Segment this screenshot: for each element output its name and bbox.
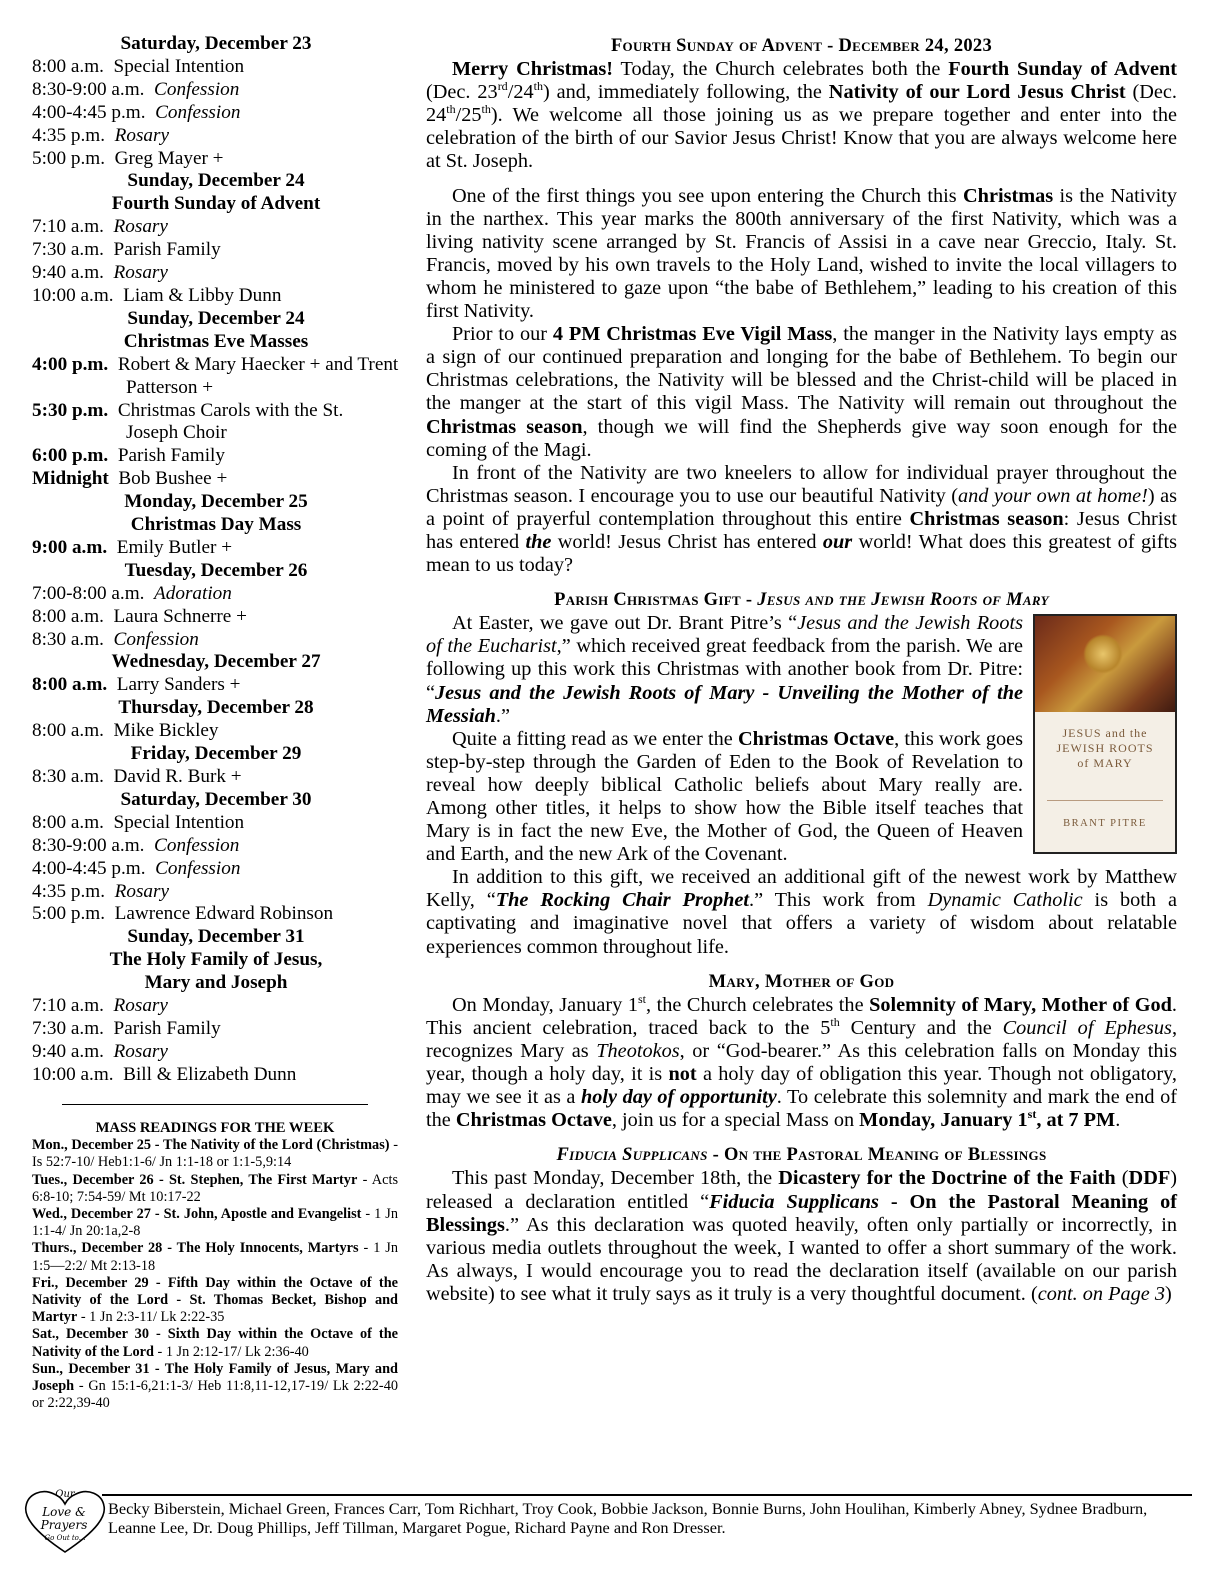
schedule-time: 8:30-9:00 a.m.: [32, 834, 145, 856]
schedule-time: 5:30 p.m.: [32, 399, 109, 421]
schedule-entry: [32, 674, 400, 697]
schedule-entry: [32, 1041, 400, 1064]
advent-heading: Fourth Sunday of Advent - December 24, 2023: [610, 36, 993, 56]
fiducia-heading: [426, 1144, 1177, 1167]
schedule-time: 8:00 a.m.: [32, 811, 104, 833]
gift-heading-italic: Jesus and the Jewish Roots of Mary: [757, 590, 1049, 611]
advent-paragraph: In front of the Nativity are two kneelers to allow for individual prayer throughout the Christmas season. I encourage you to use our beautiful Nativity (and your own at home!) as a point of prayerful contemplation throughout this entire Christmas season: Jesus Christ has entered the world! Jesus Christ has entered our world! What does this greatest of gifts mean to us today?: [426, 461, 1178, 577]
main-column: [426, 35, 1177, 1306]
schedule-intention: Adoration: [154, 582, 232, 604]
schedule-time: 4:00-4:45 p.m.: [32, 101, 146, 123]
schedule-entry: [32, 629, 400, 652]
schedule-time: 8:00 a.m.: [32, 605, 104, 627]
schedule-entry: [32, 606, 400, 629]
gift-paragraph: Quite a fitting read as we enter the Christmas Octave, this work goes step-by-step through the Garden of Eden to the Book of Revelation to reveal how deeply biblical Catholic beliefs about Mary really are. Among other titles, it helps to show how the Bible itself teaches that Mary is in fact the new Eve, the Mother of God, the Queen of Heaven and Earth, and the new Ark of the Covenant.: [426, 727, 1023, 866]
schedule-time: 8:00 a.m.: [32, 720, 104, 742]
schedule-time: 10:00 a.m.: [32, 284, 114, 306]
schedule-intention: Greg Mayer +: [114, 147, 224, 169]
schedule-intention: Rosary: [113, 1040, 168, 1062]
schedule-time: 4:00-4:45 p.m.: [32, 857, 146, 879]
schedule-entry: [32, 835, 400, 858]
reading-day: Thurs., December 28 - The Holy Innocents, Martyrs: [32, 1240, 359, 1257]
schedule-time: 9:40 a.m.: [32, 262, 104, 284]
schedule-intention: Parish Family: [113, 239, 221, 261]
schedule-intention: Bob Bushee +: [118, 468, 228, 490]
schedule-intention: Confession: [155, 101, 241, 123]
schedule-entry: [32, 79, 400, 102]
schedule-time: 10:00 a.m.: [32, 1063, 114, 1085]
schedule-entry: [32, 812, 400, 835]
mass-schedule: [32, 33, 400, 1087]
schedule-intention: Mike Bickley: [113, 720, 219, 742]
schedule-intention: Rosary: [114, 880, 169, 902]
mary-paragraph: On Monday, January 1st, the Church celebrates the Solemnity of Mary, Mother of God. This ancient celebration, traced back to the 5th Century and the Council of Ephesus, recognizes Mary as Theotokos, or “God-bearer.” As this celebration falls on Monday this year, though a holy day, it is not a holy day of obligation this year. Though not obligatory, may we see it as a holy day of opportunity. To celebrate this solemnity and mark the end of the Christmas Octave, join us for a special Mass on Monday, January 1st, at 7 PM.: [426, 991, 1178, 1132]
schedule-time: 4:35 p.m.: [32, 880, 106, 902]
readings-heading: MASS READINGS FOR THE WEEK: [95, 1120, 335, 1136]
schedule-day-heading: Wednesday, December 27: [111, 651, 321, 673]
schedule-time: 8:00 a.m.: [32, 674, 108, 696]
reading-item: [32, 1361, 398, 1413]
schedule-intention: Christmas Carols with the St. Joseph Choir: [117, 399, 344, 444]
reading-item: [32, 1172, 398, 1206]
schedule-intention: Rosary: [113, 995, 168, 1017]
schedule-entry: [32, 354, 400, 400]
schedule-entry: [32, 881, 400, 904]
reading-day: Tues., December 26 - St. Stephen, The First Martyr: [32, 1171, 358, 1188]
schedule-day-heading: Sunday, December 31: [127, 926, 305, 948]
logo-text: Love &: [42, 1505, 86, 1519]
schedule-entry: [32, 262, 400, 285]
reading-day: Mon., December 25 - The Nativity of the Lord (Christmas): [32, 1137, 390, 1154]
schedule-day-heading: Fourth Sunday of Advent: [111, 193, 321, 215]
schedule-intention: Parish Family: [113, 1017, 221, 1039]
reading-refs: - Gn 15:1-6,21:1-3/ Heb 11:8,11-12,17-19/ Lk 2:22-40 or 2:22,39-40: [32, 1378, 398, 1412]
mary-heading: Mary, Mother of God: [708, 971, 895, 992]
reading-day: Fri., December 29 - Fifth Day within the Octave of the Nativity of the Lord - St. Thomas Becket, Bishop and Martyr: [32, 1274, 398, 1326]
fiducia-heading-plain: - On the Pastoral Meaning of Blessings: [707, 1145, 1047, 1166]
schedule-entry: [32, 125, 400, 148]
schedule-time: 5:00 p.m.: [32, 903, 106, 925]
advent-paragraph: Merry Christmas! Today, the Church celebrates both the Fourth Sunday of Advent (Dec. 23rd/24th) and, immediately following, the Nativity of our Lord Jesus Christ (Dec. 24th/25th). We welcome all those joining us as we prepare together and enter into the celebration of the birth of our Savior Jesus Christ! Know that you are always welcome here at St. Joseph.: [426, 58, 1177, 173]
reading-item: [32, 1275, 398, 1327]
schedule-time: 7:10 a.m.: [32, 995, 104, 1017]
schedule-intention: Rosary: [113, 262, 168, 284]
schedule-entry: [32, 537, 400, 560]
schedule-time: 7:30 a.m.: [32, 239, 104, 261]
logo-text: Prayers: [40, 1518, 88, 1532]
advent-paragraph: Prior to our 4 PM Christmas Eve Vigil Mass, the manger in the Nativity lays empty as a sign of our continued preparation and longing for the babe of Bethlehem. To begin our Christmas celebrations, the Nativity will be blessed and the Christ-child will be placed in the manger at the start of this vigil Mass. The Nativity will remain out throughout the Christmas season, though we will find the Shepherds give way soon enough for the coming of the Magi.: [426, 323, 1177, 461]
reading-refs: - 1 Jn 2:3-11/ Lk 2:22-35: [77, 1309, 225, 1326]
schedule-intention: Lawrence Edward Robinson: [114, 903, 334, 925]
schedule-entry: [32, 56, 400, 79]
schedule-intention: Liam & Libby Dunn: [123, 284, 282, 306]
reading-refs: - Is 52:7-10/ Heb1:1-6/ Jn 1:1-18 or 1:1-5,9:14: [32, 1137, 398, 1171]
schedule-time: 7:30 a.m.: [32, 1017, 104, 1039]
divider: [62, 1104, 368, 1105]
schedule-day-heading: Tuesday, December 26: [124, 559, 308, 581]
schedule-intention: Rosary: [113, 216, 168, 238]
schedule-entry: [32, 720, 400, 743]
schedule-entry: [32, 468, 400, 491]
logo-text: Our: [55, 1489, 75, 1500]
advent-paragraph: One of the first things you see upon entering the Church this Christmas is the Nativity in the narthex. This year marks the 800th anniversary of the first Nativity, which was a living nativity scene arranged by St. Francis of Assisi in a cave near Greccio, Italy. St. Francis, moved by his own travels to the Holy Land, wished to invite the local villagers to whom he ministered to gaze upon “the babe of Bethlehem,” leading to his creation of this first Nativity.: [426, 184, 1177, 323]
schedule-entry: [32, 102, 400, 125]
logo-text: Go Out to...: [44, 1534, 86, 1542]
book-cover-title: JESUS and the JEWISH ROOTS of MARY: [1056, 726, 1154, 771]
schedule-intention: Special Intention: [113, 55, 245, 77]
schedule-entry: [32, 1064, 400, 1087]
schedule-day-heading: Sunday, December 24: [127, 170, 305, 192]
footer-divider: [102, 1494, 1192, 1496]
schedule-time: 4:00 p.m.: [32, 353, 109, 375]
schedule-intention: Parish Family: [117, 445, 225, 467]
mass-readings: [32, 1120, 398, 1412]
readings-list: [32, 1137, 398, 1412]
schedule-entry: [32, 583, 400, 606]
schedule-day-heading: Christmas Day Mass: [130, 514, 302, 536]
schedule-intention: Confession: [155, 857, 241, 879]
reading-refs: - Acts 6:8-10; 7:54-59/ Mt 10:17-22: [32, 1171, 399, 1205]
schedule-intention: Confession: [154, 78, 240, 100]
schedule-intention: Laura Schnerre +: [113, 605, 247, 627]
schedule-day-heading: The Holy Family of Jesus,: [109, 949, 323, 971]
reading-day: Sun., December 31 - The Holy Family of Jesus, Mary and Joseph: [32, 1360, 398, 1395]
gift-heading-plain: Parish Christmas Gift -: [554, 590, 758, 611]
schedule-entry: [32, 239, 400, 262]
reading-day: Wed., December 27 - St. John, Apostle and Evangelist: [32, 1206, 362, 1223]
schedule-entry: [32, 148, 400, 171]
schedule-entry: [32, 995, 400, 1018]
schedule-day-heading: Thursday, December 28: [118, 697, 314, 719]
schedule-day-heading: Saturday, December 30: [120, 788, 312, 810]
schedule-time: 8:30 a.m.: [32, 766, 104, 787]
schedule-entry: [32, 285, 400, 308]
love-prayers-logo: [22, 1486, 108, 1556]
schedule-time: 8:00 a.m.: [32, 55, 104, 77]
schedule-intention: Confession: [113, 628, 199, 650]
schedule-day-heading: Mary and Joseph: [144, 972, 288, 994]
gift-paragraph: In addition to this gift, we received an additional gift of the newest work by Matthew Kelly, “The Rocking Chair Prophet.” This work from Dynamic Catholic is both a captivating and imaginative novel that offers a variety of wisdom about relatable experiences common throughout life.: [426, 866, 1177, 958]
book-cover-author: BRANT PITRE: [1063, 818, 1147, 830]
book-cover-art: [1035, 616, 1175, 712]
fiducia-paragraph: This past Monday, December 18th, the Dicastery for the Doctrine of the Faith (DDF) released a declaration entitled “Fiducia Supplicans - On the Pastoral Meaning of Blessings.” As this declaration was quoted heavily, often only partially or incorrectly, in various media outlets throughout the week, I wanted to offer a short summary of the work. As always, I would encourage you to read the declaration itself (available on our parish website) to see what it truly says as it truly is a very thoughtful document. (cont. on Page 3): [426, 1167, 1178, 1305]
schedule-time: 5:00 p.m.: [32, 147, 106, 169]
schedule-time: 9:00 a.m.: [32, 536, 108, 558]
schedule-day-heading: Sunday, December 24: [127, 307, 305, 329]
reading-item: [32, 1137, 398, 1171]
schedule-time: Midnight: [32, 468, 109, 490]
schedule-time: 7:00-8:00 a.m.: [32, 582, 145, 604]
gift-paragraph: At Easter, we gave out Dr. Brant Pitre’s “Jesus and the Jewish Roots of the Eucharist,” which received great feedback from the parish. We are following up this work this Christmas with another book from Dr. Pitre: “Jesus and the Jewish Roots of Mary - Unveiling the Mother of the Messiah.”: [426, 612, 1023, 727]
fiducia-heading-italic: Fiducia Supplicans: [556, 1145, 708, 1166]
schedule-day-heading: Friday, December 29: [130, 743, 302, 765]
reading-refs: - 1 Jn 1:5—2:2/ Mt 2:13-18: [32, 1240, 398, 1274]
schedule-time: 8:30 a.m.: [32, 628, 104, 650]
schedule-entry: [32, 400, 400, 446]
schedule-entry: [32, 445, 400, 468]
schedule-intention: Robert & Mary Haecker + and Trent Patterson +: [117, 353, 399, 398]
reading-refs: - 1 Jn 1:1-4/ Jn 20:1a,2-8: [32, 1206, 398, 1240]
reading-item: [32, 1326, 398, 1360]
reading-item: [32, 1240, 398, 1274]
schedule-time: 6:00 p.m.: [32, 445, 109, 467]
schedule-entry: [32, 858, 400, 881]
schedule-entry: [32, 903, 400, 926]
prayer-list: Becky Biberstein, Michael Green, Frances Carr, Tom Richhart, Troy Cook, Bobbie Jackson, Bonnie Burns, John Houlihan, Kimberly Abney, Sydnee Bradburn, Leanne Lee, Dr. Doug Phillips, Jeff Tillman, Margaret Pogue, Richard Payne and Ron Dresser.: [108, 1499, 1148, 1537]
schedule-intention: Larry Sanders +: [116, 674, 241, 696]
schedule-entry: [32, 1018, 400, 1041]
schedule-entry: [32, 766, 400, 789]
reading-day: Sat., December 30 - Sixth Day within the Octave of the Nativity of the Lord: [32, 1326, 398, 1360]
book-cover-image: [1033, 614, 1177, 854]
schedule-intention: Special Intention: [113, 811, 245, 833]
reading-refs: - 1 Jn 2:12-17/ Lk 2:36-40: [153, 1343, 309, 1360]
schedule-intention: Bill & Elizabeth Dunn: [123, 1063, 297, 1085]
schedule-time: 8:30-9:00 a.m.: [32, 78, 145, 100]
gift-heading: [426, 589, 1177, 612]
reading-item: [32, 1206, 398, 1240]
schedule-time: 9:40 a.m.: [32, 1040, 104, 1062]
schedule-day-heading: Saturday, December 23: [120, 33, 312, 54]
schedule-day-heading: Christmas Eve Masses: [123, 330, 309, 352]
schedule-time: 4:35 p.m.: [32, 124, 106, 146]
schedule-entry: [32, 216, 400, 239]
schedule-intention: David R. Burk +: [113, 766, 242, 787]
schedule-intention: Confession: [154, 834, 240, 856]
schedule-intention: Emily Butler +: [116, 536, 233, 558]
schedule-time: 7:10 a.m.: [32, 216, 104, 238]
schedule-day-heading: Monday, December 25: [124, 491, 308, 513]
schedule-intention: Rosary: [114, 124, 169, 146]
